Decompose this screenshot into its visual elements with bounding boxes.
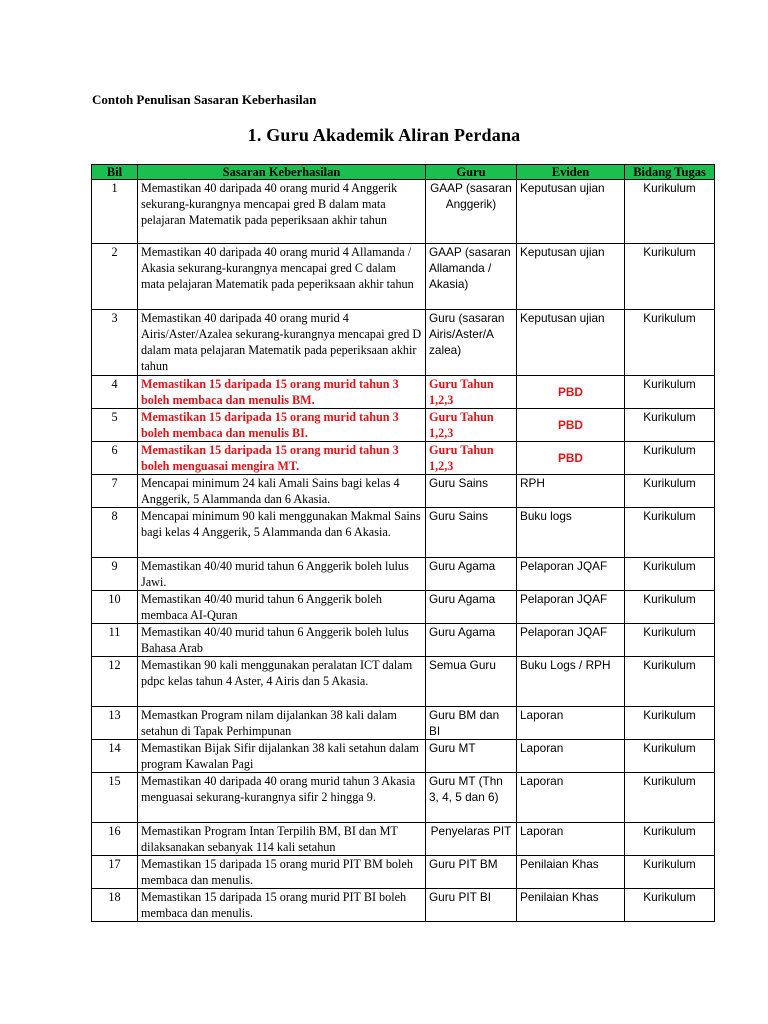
table-row xyxy=(92,310,715,376)
cell-bil: 3 xyxy=(92,310,138,376)
cell-eviden: PBD xyxy=(517,409,625,442)
table-row xyxy=(92,180,715,244)
cell-sasaran: Memastikan 90 kali menggunakan peralatan ICT dalam pdpc kelas tahun 4 Aster, 4 Airis dan 5 Akasia. xyxy=(138,657,426,707)
cell-sasaran: Memastkan Program nilam dijalankan 38 kali dalam setahun di Tapak Perhimpunan xyxy=(138,707,426,740)
table-row xyxy=(92,707,715,740)
cell-eviden: Buku Logs / RPH xyxy=(517,657,625,707)
cell-guru: Guru Tahun 1,2,3 xyxy=(426,376,517,409)
cell-eviden: Pelaporan JQAF xyxy=(517,558,625,591)
cell-guru: Guru PIT BM xyxy=(426,856,517,889)
cell-eviden: Pelaporan JQAF xyxy=(517,624,625,657)
cell-sasaran: Memastikan 15 daripada 15 orang murid tahun 3 boleh menguasai mengira MT. xyxy=(138,442,426,475)
table-row xyxy=(92,740,715,773)
column-header-sasaran: Sasaran Keberhasilan xyxy=(138,165,426,180)
cell-bil: 5 xyxy=(92,409,138,442)
table-row xyxy=(92,856,715,889)
cell-bidang-tugas: Kurikulum xyxy=(625,889,715,922)
table-row xyxy=(92,889,715,922)
cell-bil: 10 xyxy=(92,591,138,624)
cell-bil: 1 xyxy=(92,180,138,244)
cell-sasaran: Memastikan 40 daripada 40 orang murid 4 Anggerik sekurang-kurangnya mencapai gred B dalam mata pelajaran Matematik pada peperiksaan akhir tahun xyxy=(138,180,426,244)
cell-bidang-tugas: Kurikulum xyxy=(625,591,715,624)
cell-bidang-tugas: Kurikulum xyxy=(625,773,715,823)
cell-sasaran: Memastikan 40 daripada 40 orang murid tahun 3 Akasia menguasai sekurang-kurangnya sifir 2 hingga 9. xyxy=(138,773,426,823)
cell-sasaran: Memastikan 40/40 murid tahun 6 Anggerik boleh membaca AI-Quran xyxy=(138,591,426,624)
cell-guru: Guru Sains xyxy=(426,508,517,558)
cell-guru: Guru (sasaran Airis/Aster/A zalea) xyxy=(426,310,517,376)
cell-bidang-tugas: Kurikulum xyxy=(625,442,715,475)
cell-sasaran: Memastikan 40/40 murid tahun 6 Anggerik boleh lulus Bahasa Arab xyxy=(138,624,426,657)
cell-eviden: Keputusan ujian xyxy=(517,244,625,310)
cell-bidang-tugas: Kurikulum xyxy=(625,856,715,889)
cell-eviden: PBD xyxy=(517,376,625,409)
table-row xyxy=(92,409,715,442)
cell-guru: Guru Tahun 1,2,3 xyxy=(426,442,517,475)
column-header-bidang-tugas: Bidang Tugas xyxy=(625,165,715,180)
cell-eviden: Laporan xyxy=(517,773,625,823)
section-title: 1. Guru Akademik Aliran Perdana xyxy=(247,125,521,145)
cell-bidang-tugas: Kurikulum xyxy=(625,409,715,442)
table-row xyxy=(92,591,715,624)
cell-bil: 17 xyxy=(92,856,138,889)
cell-bil: 14 xyxy=(92,740,138,773)
cell-bidang-tugas: Kurikulum xyxy=(625,740,715,773)
table-row xyxy=(92,558,715,591)
cell-bidang-tugas: Kurikulum xyxy=(625,707,715,740)
cell-guru: Guru Tahun 1,2,3 xyxy=(426,409,517,442)
cell-bil: 18 xyxy=(92,889,138,922)
cell-bidang-tugas: Kurikulum xyxy=(625,558,715,591)
cell-eviden: Buku logs xyxy=(517,508,625,558)
cell-sasaran: Memastikan 15 daripada 15 orang murid tahun 3 boleh membaca dan menulis BM. xyxy=(138,376,426,409)
cell-bil: 9 xyxy=(92,558,138,591)
cell-bidang-tugas: Kurikulum xyxy=(625,508,715,558)
cell-bidang-tugas: Kurikulum xyxy=(625,823,715,856)
cell-bil: 15 xyxy=(92,773,138,823)
cell-guru: GAAP (sasaran Anggerik) xyxy=(426,180,517,244)
table-row xyxy=(92,823,715,856)
cell-sasaran: Memastikan 15 daripada 15 orang murid PIT BM boleh membaca dan menulis. xyxy=(138,856,426,889)
column-header-eviden: Eviden xyxy=(517,165,625,180)
cell-bil: 12 xyxy=(92,657,138,707)
cell-guru: Guru Agama xyxy=(426,558,517,591)
targets-table xyxy=(91,164,715,922)
table-row xyxy=(92,773,715,823)
cell-eviden: Penilaian Khas xyxy=(517,856,625,889)
cell-bil: 16 xyxy=(92,823,138,856)
table-header-row xyxy=(92,165,715,180)
column-header-bil: Bil xyxy=(92,165,138,180)
cell-guru: Guru MT (Thn 3, 4, 5 dan 6) xyxy=(426,773,517,823)
cell-bil: 11 xyxy=(92,624,138,657)
cell-eviden: PBD xyxy=(517,442,625,475)
cell-bidang-tugas: Kurikulum xyxy=(625,475,715,508)
cell-eviden: Laporan xyxy=(517,707,625,740)
cell-guru: Guru Agama xyxy=(426,591,517,624)
cell-bil: 8 xyxy=(92,508,138,558)
table-row xyxy=(92,244,715,310)
table-row xyxy=(92,442,715,475)
cell-sasaran: Memastikan Bijak Sifir dijalankan 38 kali setahun dalam program Kawalan Pagi xyxy=(138,740,426,773)
column-header-guru: Guru xyxy=(426,165,517,180)
cell-sasaran: Mencapai minimum 24 kali Amali Sains bagi kelas 4 Anggerik, 5 Alammanda dan 6 Akasia. xyxy=(138,475,426,508)
cell-bidang-tugas: Kurikulum xyxy=(625,657,715,707)
cell-eviden: RPH xyxy=(517,475,625,508)
cell-bil: 4 xyxy=(92,376,138,409)
cell-guru: Guru Sains xyxy=(426,475,517,508)
cell-eviden: Keputusan ujian xyxy=(517,180,625,244)
table-row xyxy=(92,624,715,657)
cell-bidang-tugas: Kurikulum xyxy=(625,180,715,244)
cell-eviden: Penilaian Khas xyxy=(517,889,625,922)
cell-sasaran: Memastikan 15 daripada 15 orang murid PIT BI boleh membaca dan menulis. xyxy=(138,889,426,922)
cell-guru: Guru MT xyxy=(426,740,517,773)
table-row xyxy=(92,508,715,558)
table-row xyxy=(92,657,715,707)
cell-guru: Guru BM dan BI xyxy=(426,707,517,740)
cell-guru: Penyelaras PIT xyxy=(426,823,517,856)
cell-bil: 13 xyxy=(92,707,138,740)
cell-eviden: Pelaporan JQAF xyxy=(517,591,625,624)
cell-guru: Guru PIT BI xyxy=(426,889,517,922)
cell-sasaran: Mencapai minimum 90 kali menggunakan Makmal Sains bagi kelas 4 Anggerik, 5 Alammanda dan 6 Akasia. xyxy=(138,508,426,558)
cell-guru: GAAP (sasaran Allamanda / Akasia) xyxy=(426,244,517,310)
cell-bidang-tugas: Kurikulum xyxy=(625,624,715,657)
cell-eviden: Keputusan ujian xyxy=(517,310,625,376)
cell-sasaran: Memastikan 40/40 murid tahun 6 Anggerik boleh lulus Jawi. xyxy=(138,558,426,591)
cell-guru: Semua Guru xyxy=(426,657,517,707)
page-heading: Contoh Penulisan Sasaran Keberhasilan xyxy=(92,92,317,107)
cell-bidang-tugas: Kurikulum xyxy=(625,310,715,376)
cell-sasaran: Memastikan 40 daripada 40 orang murid 4 Allamanda / Akasia sekurang-kurangnya mencapai gred C dalam mata pelajaran Matematik pada peperiksaan akhir tahun xyxy=(138,244,426,310)
cell-bidang-tugas: Kurikulum xyxy=(625,244,715,310)
cell-sasaran: Memastikan 15 daripada 15 orang murid tahun 3 boleh membaca dan menulis BI. xyxy=(138,409,426,442)
cell-eviden: Laporan xyxy=(517,823,625,856)
cell-sasaran: Memastikan Program Intan Terpilih BM, BI dan MT dilaksanakan sebanyak 114 kali setahun xyxy=(138,823,426,856)
cell-bil: 7 xyxy=(92,475,138,508)
table-row xyxy=(92,475,715,508)
cell-guru: Guru Agama xyxy=(426,624,517,657)
cell-bil: 6 xyxy=(92,442,138,475)
cell-sasaran: Memastikan 40 daripada 40 orang murid 4 Airis/Aster/Azalea sekurang-kurangnya mencapai gred D dalam mata pelajaran Matematik pada peperiksaan akhir tahun xyxy=(138,310,426,376)
cell-eviden: Laporan xyxy=(517,740,625,773)
cell-bil: 2 xyxy=(92,244,138,310)
table-row xyxy=(92,376,715,409)
cell-bidang-tugas: Kurikulum xyxy=(625,376,715,409)
